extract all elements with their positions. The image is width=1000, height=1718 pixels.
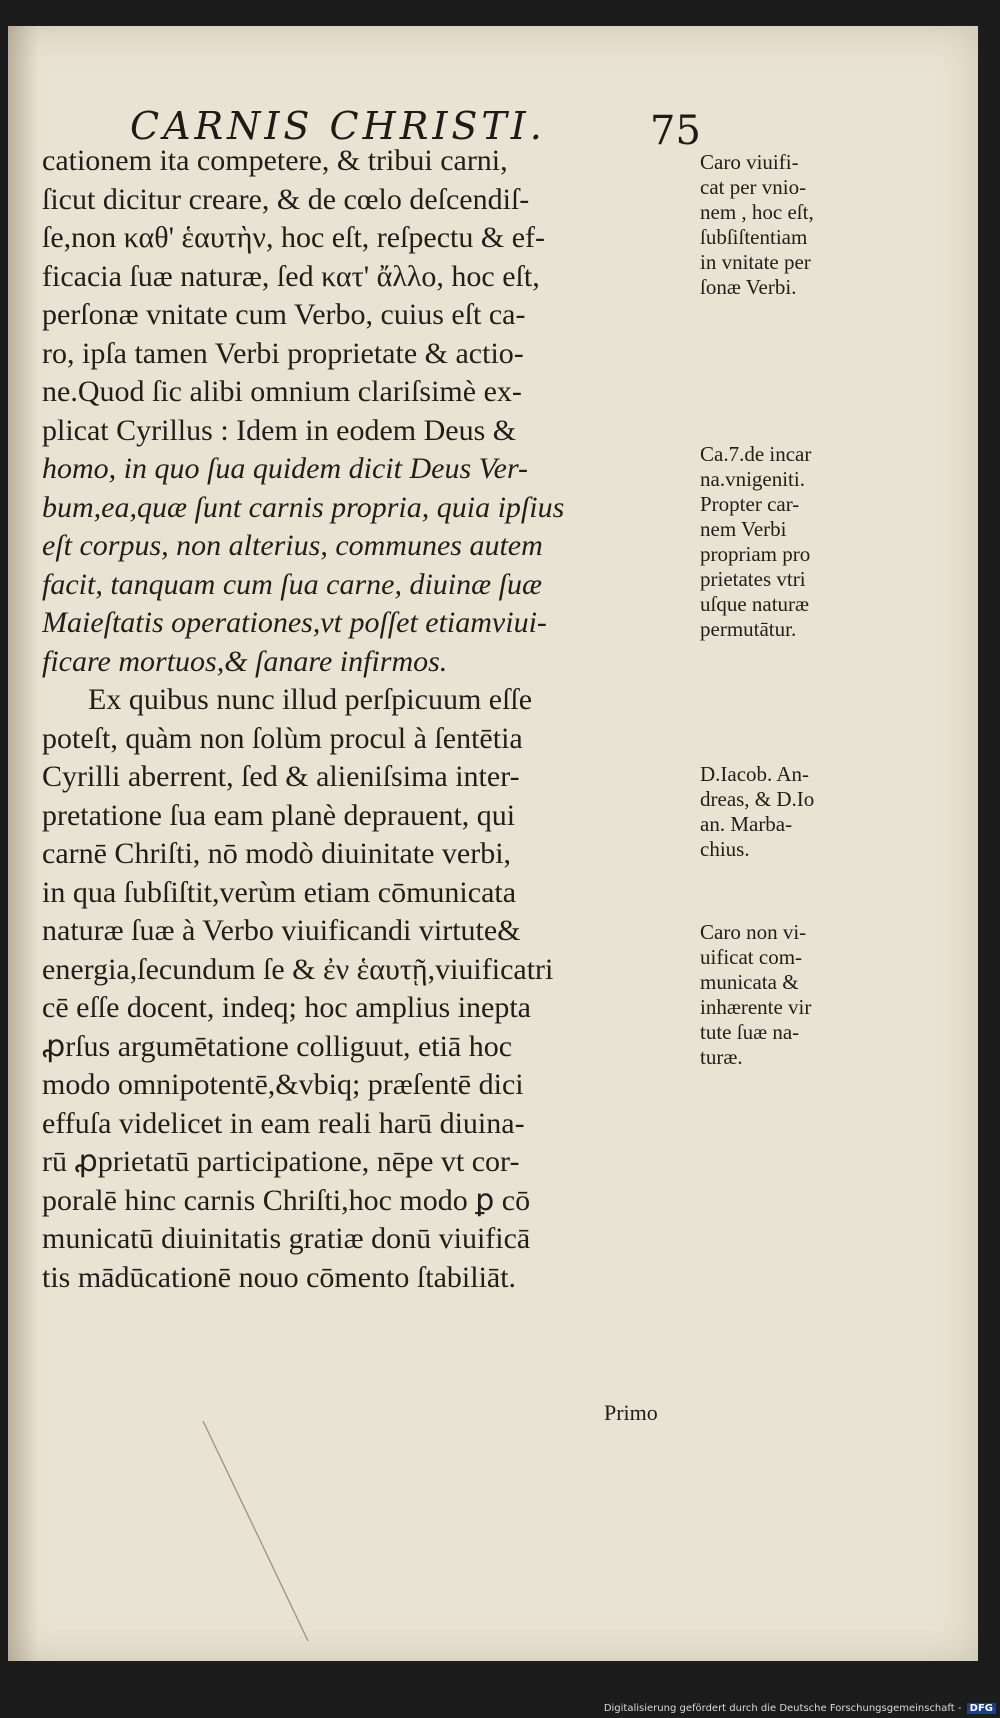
text-line: ro, ipſa tamen Verbi proprietate & actio- — [42, 336, 524, 370]
text-line: modo omnipotentē,&vbiq; præſentē dici — [42, 1068, 524, 1101]
text-line: rū ꝓprietatū participatione, nēpe vt cor- — [42, 1145, 520, 1178]
text-line: ſe,non καθ' ἑαυτὴν, hoc eſt, reſpectu & ef- — [42, 221, 546, 254]
margin-note-line: municata & — [700, 970, 799, 994]
text-line: pretatione ſua eam planè deprauent, qui — [42, 798, 516, 832]
main-text — [42, 142, 692, 1297]
footer-text: Digitalisierung gefördert durch die Deutsche Forschungsgemeinschaft - — [603, 1703, 962, 1714]
margin-note-line: chius. — [700, 837, 750, 861]
margin-note-line: nem Verbi — [700, 517, 787, 541]
text-line-italic: ficare mortuos,& ſanare infirmos. — [42, 644, 448, 678]
text-line: poteſt, quàm non ſolùm procul à ſentētia — [42, 721, 523, 755]
text-line: cationem ita competere, & tribui carni, — [42, 144, 508, 177]
margin-note-line: nem , hoc eſt, — [700, 200, 814, 224]
margin-note — [700, 150, 880, 300]
catchword: Primo — [604, 1400, 658, 1425]
margin-note — [700, 442, 880, 642]
margin-note-line: na.vnigeniti. — [700, 467, 805, 491]
text-line: perſonæ vnitate cum Verbo, cuius eſt ca- — [42, 298, 526, 331]
margin-note — [700, 762, 880, 862]
margin-note-line: permutātur. — [700, 617, 797, 641]
text-line: plicat Cyrillus : Idem in eodem Deus & — [42, 413, 517, 447]
text-line: carnē Chriſti, nō modò diuinitate verbi, — [42, 837, 512, 870]
margin-note-line: inhærente vir — [700, 995, 812, 1019]
text-line: in qua ſubſiſtit,verùm etiam cōmunicata — [42, 875, 517, 909]
text-line: Ex quibus nunc illud perſpicuum eſſe — [88, 683, 533, 716]
text-line: cē eſſe docent, indeq; hoc amplius inepta — [42, 991, 531, 1024]
text-line: ꝓrſus argumētatione colliguut, etiā hoc — [42, 1029, 513, 1063]
text-line-italic: Maieſtatis operationes,vt poſſet etiamviui- — [42, 606, 547, 639]
margin-note-line: propriam pro — [700, 542, 811, 566]
margin-note-line: in vnitate per — [700, 250, 811, 274]
margin-note-line: tute ſuæ na- — [700, 1020, 800, 1044]
dfg-logo: DFG — [967, 1703, 996, 1714]
digitization-footer — [604, 1703, 996, 1714]
margin-note-line: prietates vtri — [700, 567, 806, 591]
text-line-italic: bum,ea,quæ ſunt carnis propria, quia ipſius — [42, 490, 565, 524]
margin-note-line: Caro viuifi- — [700, 150, 799, 174]
text-line: effuſa videlicet in eam reali harū diuina- — [42, 1106, 525, 1140]
margin-note-line: cat per vnio- — [700, 175, 807, 199]
running-head: CARNIS CHRISTI. — [130, 104, 546, 148]
text-line: naturæ ſuæ à Verbo viuificandi virtute& — [42, 914, 521, 947]
page-number: 75 — [650, 108, 701, 154]
text-line: Cyrilli aberrent, ſed & alieniſsima inter- — [42, 760, 520, 793]
margin-note-line: uificat com- — [700, 945, 803, 969]
margin-note-line: Propter car- — [700, 492, 800, 516]
margin-note — [700, 920, 880, 1070]
paper-crease — [198, 1416, 318, 1646]
text-line: ficacia ſuæ naturæ, ſed κατ' ἄλλο, hoc eſt, — [42, 259, 540, 293]
margin-note-line: ſonæ Verbi. — [700, 275, 797, 299]
margin-note-line: Caro non vi- — [700, 920, 807, 944]
text-line-italic: eſt corpus, non alterius, communes autem — [42, 529, 543, 562]
margin-note-line: an. Marba- — [700, 812, 793, 836]
margin-note-line: dreas, & D.Io — [700, 787, 815, 811]
text-line-italic: facit, tanquam cum ſua carne, diuinæ ſuæ — [42, 567, 542, 601]
text-line: ne.Quod ſic alibi omnium clariſsimè ex- — [42, 375, 522, 408]
margin-note-line: turæ. — [700, 1045, 743, 1069]
margin-note-line: uſque naturæ — [700, 592, 810, 616]
text-line-italic: homo, in quo ſua quidem dicit Deus Ver- — [42, 452, 529, 485]
text-line: energia,ſecundum ſe & ἐν ἑαυτῇ,viuificatri — [42, 952, 554, 986]
margin-note-line: ſubſiſtentiam — [700, 225, 808, 249]
text-line: poralē hinc carnis Chriſti,hoc modo ꝑ cō — [42, 1183, 531, 1217]
margin-note-line: Ca.7.de incar — [700, 442, 812, 466]
text-line: municatū diuinitatis gratiæ donū viuificā — [42, 1222, 531, 1255]
text-line: tis mādūcationē nouo cōmento ſtabiliāt. — [42, 1260, 517, 1294]
text-line: ſicut dicitur creare, & de cœlo deſcendiſ- — [42, 182, 530, 216]
margin-note-line: D.Iacob. An- — [700, 762, 810, 786]
